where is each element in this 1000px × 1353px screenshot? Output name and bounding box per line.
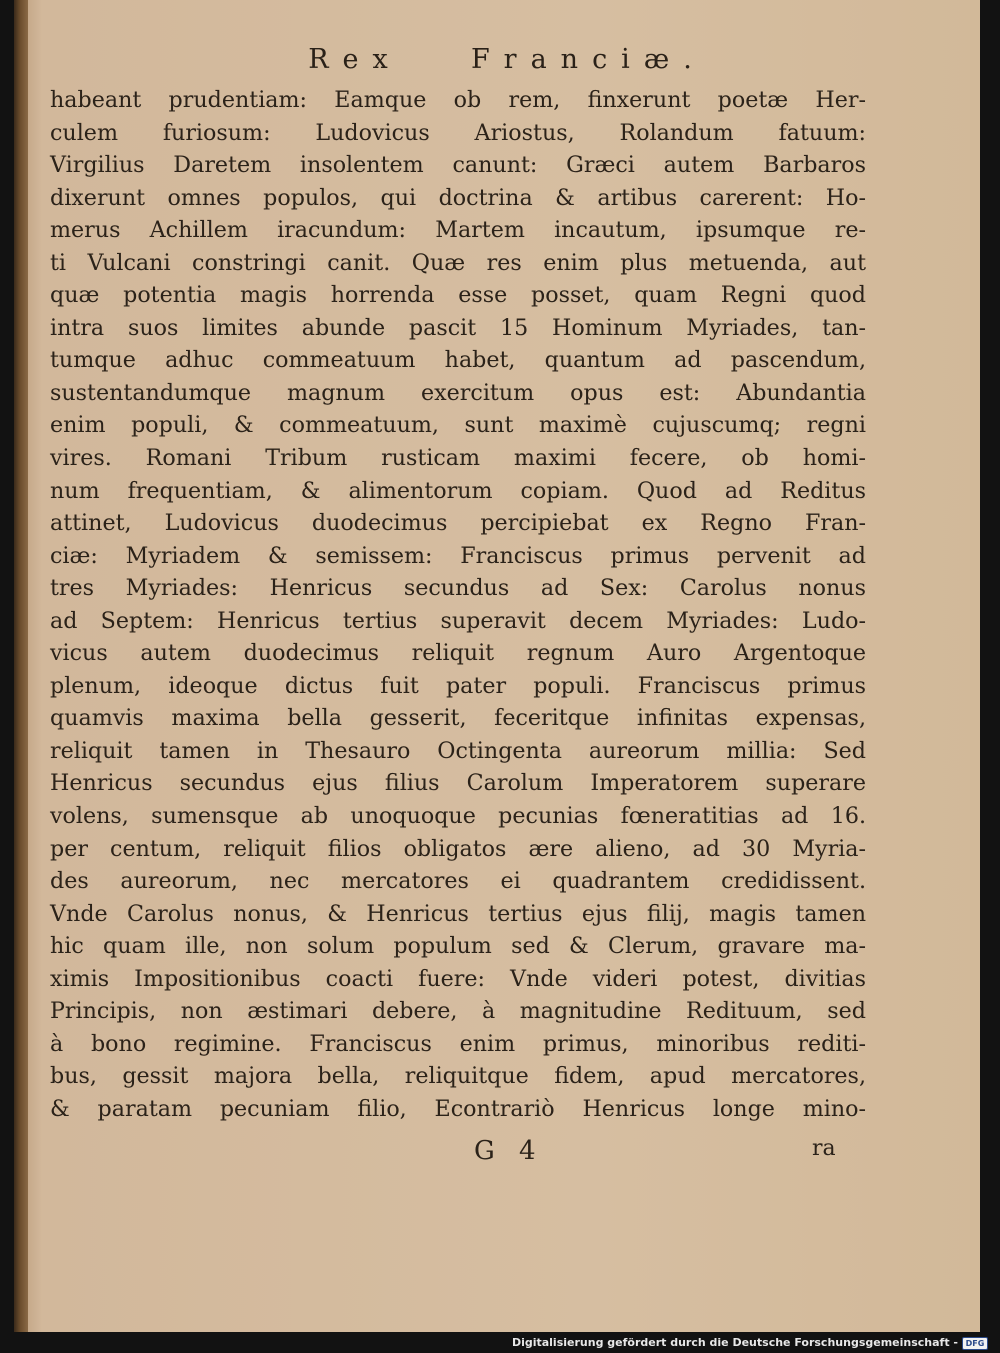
text-line: hic quam ille, non solum populum sed & Clerum, gravare ma- (50, 933, 866, 960)
running-head-rex: Rex (308, 44, 402, 75)
text-line: vicus autem duodecimus reliquit regnum Auro Argentoque (50, 640, 866, 667)
text-line: intra suos limites abunde pascit 15 Hominum Myriades, tan- (50, 314, 866, 341)
text-line: quæ potentia magis horrenda esse posset, quam Regni quod (50, 282, 866, 309)
dfg-logo (962, 1337, 988, 1350)
text-line: per centum, reliquit filios obligatos ære alieno, ad 30 Myria- (50, 835, 866, 862)
text-line: volens, sumensque ab unoquoque pecunias fœneratitias ad 16. (50, 803, 866, 830)
text-line: num frequentiam, & alimentorum copiam. Quod ad Reditus (50, 477, 866, 504)
running-head-franciae: Franciæ. (470, 44, 706, 75)
text-line: merus Achillem iracundum: Martem incautum, ipsumque re- (50, 217, 866, 244)
text-line: plenum, ideoque dictus fuit pater populi. Franciscus primus (50, 672, 866, 699)
text-line: bus, gessit majora bella, reliquitque fidem, apud mercatores, (50, 1063, 866, 1090)
running-head (14, 44, 980, 75)
signature-mark: G 4 (474, 1136, 544, 1166)
text-line: & paratam pecuniam filio, Econtrariò Henricus longe mino- (50, 1095, 866, 1122)
text-line: culem furiosum: Ludovicus Ariostus, Rolandum fatuum: (50, 119, 866, 146)
text-line: ad Septem: Henricus tertius superavit decem Myriades: Ludo- (50, 607, 866, 634)
binding-edge (14, 0, 28, 1332)
text-line: Principis, non æstimari debere, à magnitudine Redituum, sed (50, 998, 866, 1025)
text-line: tumque adhuc commeatuum habet, quantum ad pascendum, (50, 347, 866, 374)
text-line: Henricus secundus ejus filius Carolum Imperatorem superare (50, 770, 866, 797)
text-line: sustentandumque magnum exercitum opus est: Abundantia (50, 379, 866, 406)
text-line: quamvis maxima bella gesserit, feceritque infinitas expensas, (50, 705, 866, 732)
body-text (50, 84, 866, 1126)
book-page (14, 0, 980, 1332)
text-line: vires. Romani Tribum rusticam maximi fecere, ob homi- (50, 445, 866, 472)
text-line: Virgilius Daretem insolentem canunt: Græci autem Barbaros (50, 152, 866, 179)
text-line: attinet, Ludovicus duodecimus percipiebat ex Regno Fran- (50, 510, 866, 537)
text-line: tres Myriades: Henricus secundus ad Sex: Carolus nonus (50, 575, 866, 602)
text-line: des aureorum, nec mercatores ei quadrantem credidissent. (50, 868, 866, 895)
text-line: dixerunt omnes populos, qui doctrina & artibus carerent: Ho- (50, 184, 866, 211)
text-line: reliquit tamen in Thesauro Octingenta aureorum millia: Sed (50, 737, 866, 764)
text-line: enim populi, & commeatuum, sunt maximè cujuscumq; regni (50, 412, 866, 439)
dfg-logo-text: DFG (965, 1339, 985, 1348)
text-line: ciæ: Myriadem & semissem: Franciscus primus pervenit ad (50, 542, 866, 569)
text-line: ximis Impositionibus coacti fuere: Vnde videri potest, divitias (50, 965, 866, 992)
catchword: ra (812, 1136, 836, 1161)
text-line: Vnde Carolus nonus, & Henricus tertius ejus filij, magis tamen (50, 900, 866, 927)
text-line: ti Vulcani constringi canit. Quæ res enim plus metuenda, aut (50, 249, 866, 276)
digitization-credit: Digitalisierung gefördert durch die Deutsche Forschungsgemeinschaft - (511, 1336, 958, 1349)
text-line: à bono regimine. Franciscus enim primus, minoribus rediti- (50, 1030, 866, 1057)
text-line: habeant prudentiam: Eamque ob rem, finxerunt poetæ Her- (50, 87, 866, 113)
